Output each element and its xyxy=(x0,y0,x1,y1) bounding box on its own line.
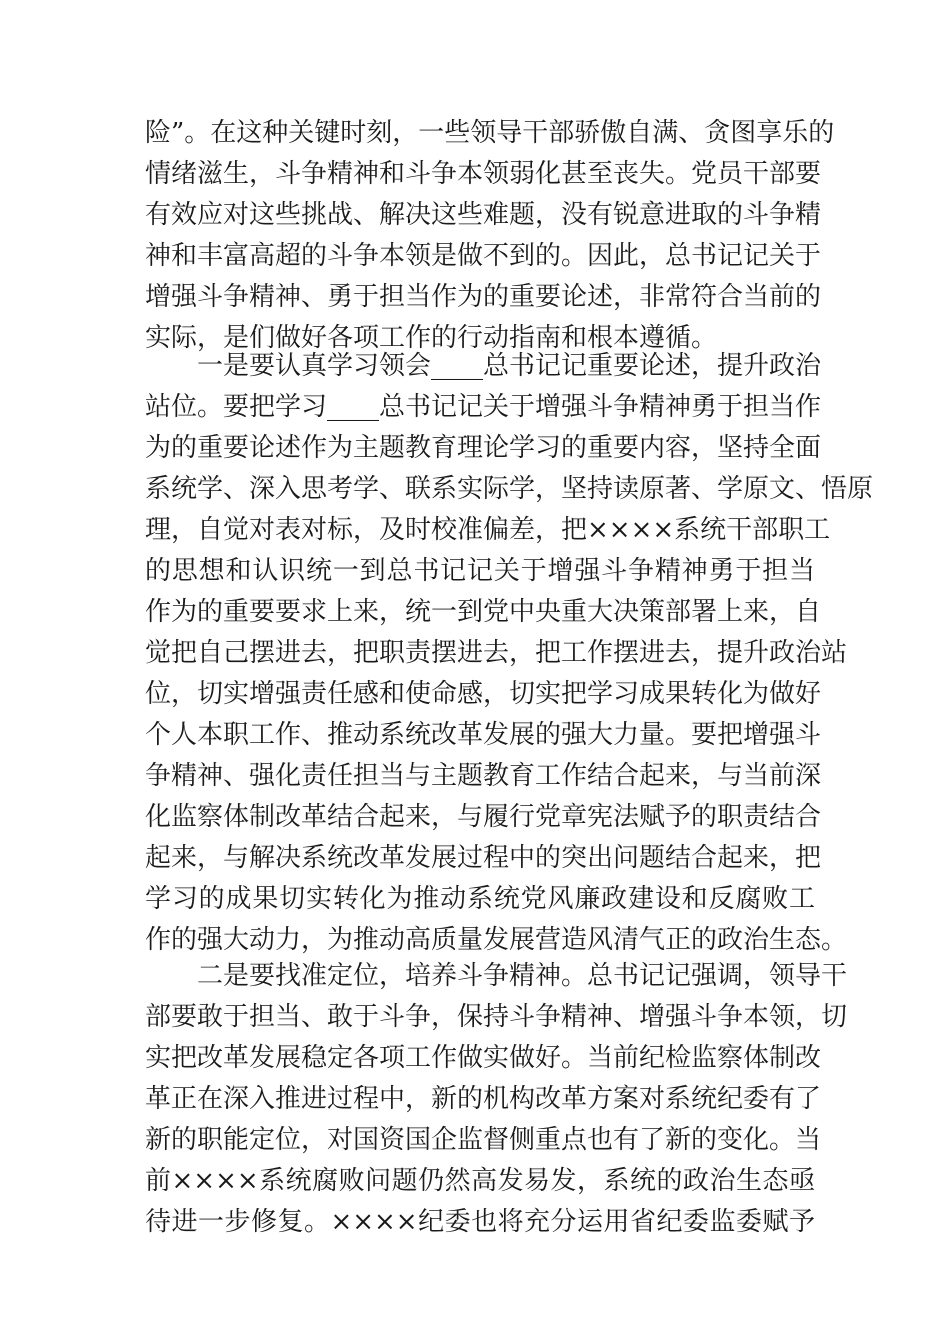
text-line: 作为的重要要求上来，统一到党中央重大决策部署上来，自 xyxy=(145,597,822,627)
text-line: 有效应对这些挑战、解决这些难题，没有锐意进取的斗争精 xyxy=(145,200,822,230)
text-line: 部要敢于担当、敢于斗争，保持斗争精神、增强斗争本领，切 xyxy=(145,1002,848,1032)
text-line: 实际，是们做好各项工作的行动指南和根本遵循。 xyxy=(145,323,718,353)
text-line: 起来，与解决系统改革发展过程中的突出问题结合起来，把 xyxy=(145,843,822,873)
text-line: 为的重要论述作为主题教育理论学习的重要内容，坚持全面 xyxy=(145,433,822,463)
text-line: 增强斗争精神、勇于担当作为的重要论述，非常符合当前的 xyxy=(145,282,822,312)
text-line: 新的职能定位，对国资国企监督侧重点也有了新的变化。当 xyxy=(145,1125,822,1155)
text-line: 化监察体制改革结合起来，与履行党章宪法赋予的职责结合 xyxy=(145,802,822,832)
text-line: 觉把自己摆进去，把职责摆进去，把工作摆进去，提升政治站 xyxy=(145,638,848,668)
text-line: 实把改革发展稳定各项工作做实做好。当前纪检监察体制改 xyxy=(145,1043,822,1073)
text-line: 前××××系统腐败问题仍然高发易发，系统的政治生态亟 xyxy=(145,1166,815,1196)
text-line: 争精神、强化责任担当与主题教育工作结合起来，与当前深 xyxy=(145,761,822,791)
text-line: 待进一步修复。××××纪委也将充分运用省纪委监委赋予 xyxy=(145,1207,815,1237)
text-line: 革正在深入推进过程中，新的机构改革方案对系统纪委有了 xyxy=(145,1084,822,1114)
text-line: 神和丰富高超的斗争本领是做不到的。因此，总书记记关于 xyxy=(145,241,822,271)
text-line: 作的强大动力，为推动高质量发展营造风清气正的政治生态。 xyxy=(145,925,848,955)
text-line: 的思想和认识统一到总书记记关于增强斗争精神勇于担当 xyxy=(145,556,815,586)
paragraph-first-line: 一是要认真学习领会____总书记记重要论述，提升政治 xyxy=(197,351,822,381)
text-line: 个人本职工作、推动系统改革发展的强大力量。要把增强斗 xyxy=(145,720,822,750)
text-line: 站位。要把学习____总书记记关于增强斗争精神勇于担当作 xyxy=(145,392,822,422)
text-line: 理，自觉对表对标，及时校准偏差，把××××系统干部职工 xyxy=(145,515,831,545)
paragraph-first-line: 二是要找准定位，培养斗争精神。总书记记强调，领导干 xyxy=(197,961,848,991)
text-line: 情绪滋生，斗争精神和斗争本领弱化甚至丧失。党员干部要 xyxy=(145,159,822,189)
text-line: 学习的成果切实转化为推动系统党风廉政建设和反腐败工 xyxy=(145,884,815,914)
text-line: 位，切实增强责任感和使命感，切实把学习成果转化为做好 xyxy=(145,679,822,709)
text-line: 系统学、深入思考学、联系实际学，坚持读原著、学原文、悟原 xyxy=(145,474,874,504)
text-line: 险”。在这种关键时刻，一些领导干部骄傲自满、贪图享乐的 xyxy=(145,118,835,148)
